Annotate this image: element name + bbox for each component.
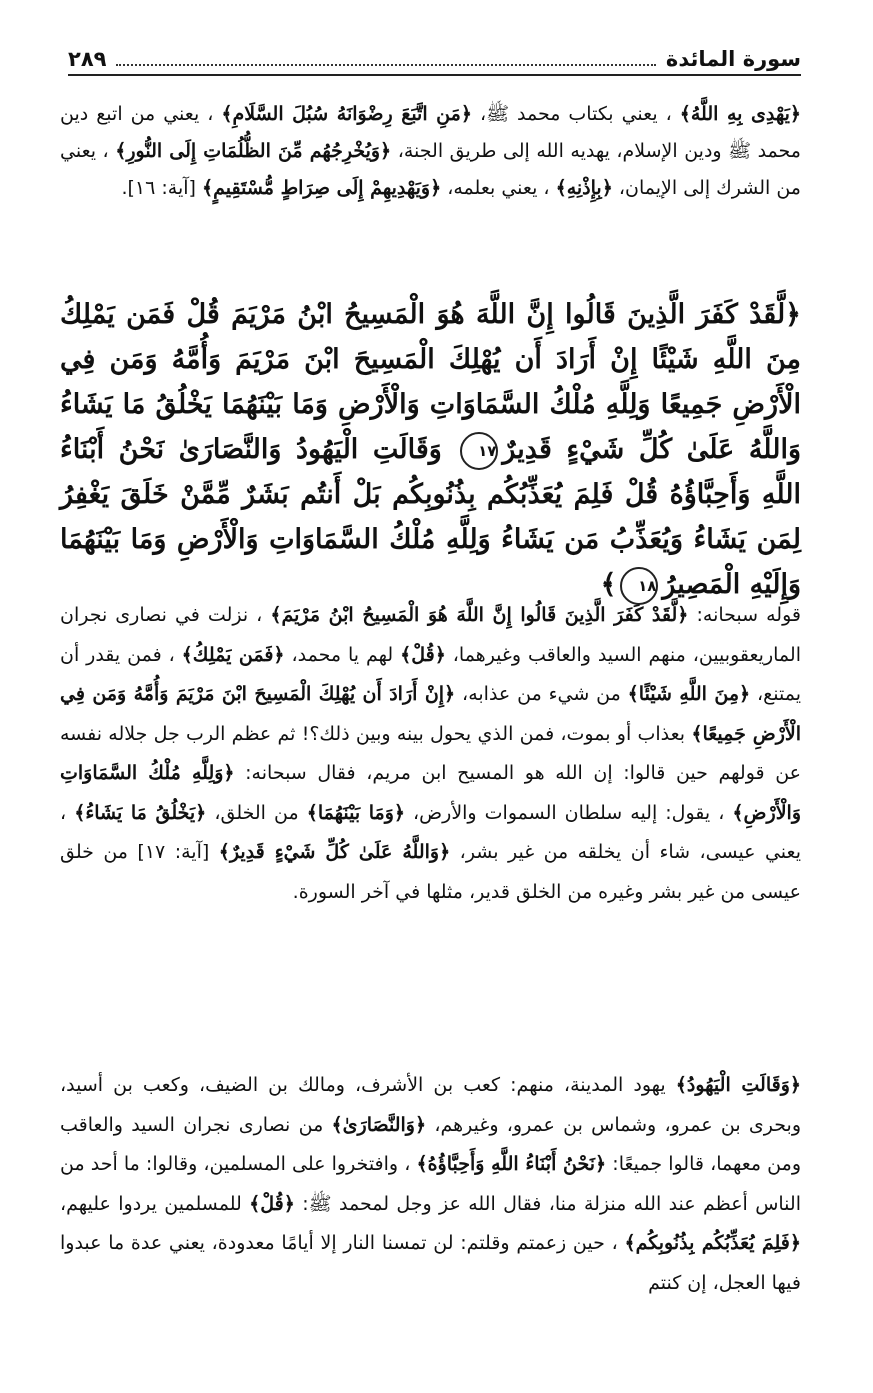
- quran-quote: ﴿وَالنَّصَارَىٰ﴾: [331, 1113, 427, 1136]
- text-segment: بعذاب أو بموت، فمن الذي يحول بينه وبين ذلك؟! ثم عظم الرب جل جلاله نفسه عن قولهم حين قالوا: إن الله هو المسيح ابن مريم، فقال سبحانه:: [60, 722, 801, 784]
- quran-quote: ﴿مِنَ اللَّهِ شَيْئًا﴾: [627, 683, 751, 705]
- quran-quote: ﴿يَهْدِى بِهِ اللَّهُ﴾: [679, 103, 802, 125]
- commentary-paragraph-1: [60, 96, 801, 207]
- text-segment: ، يقول: إليه سلطان السموات والأرض،: [405, 801, 733, 824]
- quran-quote: ﴿قُلْ﴾: [249, 1192, 295, 1215]
- surah-title: سورة المائدة: [665, 47, 801, 71]
- quran-quote: ﴿فَلِمَ يُعَذِّبُكُم بِذُنُوبِكُم﴾: [624, 1232, 802, 1254]
- quran-quote: ﴿لَّقَدْ كَفَرَ الَّذِينَ قَالُوا إِنَّ اللَّهَ هُوَ الْمَسِيحُ ابْنُ مَرْيَمَ﴾: [270, 604, 689, 626]
- text-segment: [آية: ١٧] من خلق عيسى من غير بشر وغيره من الخلق قدير، مثلها في آخر السورة.: [60, 841, 801, 903]
- quran-quote: ﴿يَخْلُقُ مَا يَشَاءُ﴾: [74, 801, 207, 824]
- paragraph-text: [60, 596, 801, 912]
- quran-quote: ﴿إِنْ أَرَادَ أَن يُهْلِكَ الْمَسِيحَ ابْنَ مَرْيَمَ وَأُمَّهُ وَمَن فِي الْأَرْضِ جَمِيعًا﴾: [60, 683, 801, 745]
- text-segment: لهم يا محمد،: [284, 643, 401, 666]
- text-segment: [آية: ١٦].: [121, 177, 202, 199]
- quran-quote: ﴿وَيَهْدِيهِمْ إِلَى صِرَاطٍ مُّسْتَقِيمٍ﴾: [201, 177, 442, 199]
- text-segment: للمسلمين يردوا عليهم،: [60, 1192, 250, 1215]
- commentary-paragraph-2: [60, 596, 801, 912]
- quran-quote: ﴿وَمَا بَيْنَهُمَا﴾: [306, 801, 405, 824]
- ayah-number-marker: ١٨: [620, 567, 658, 605]
- quran-quote: ﴿فَمَن يَمْلِكُ﴾: [181, 643, 285, 666]
- page-number: ٢٨٩: [68, 47, 107, 71]
- text-segment: ، فمن يقدر أن يمتنع،: [60, 643, 801, 705]
- text-segment: ، حين زعمتم وقلتم: لن تمسنا النار إلا أيامًا معدودة، يعني عدة ما عبدوا فيها العجل، إن كنتم: [60, 1232, 801, 1294]
- page-header: [68, 44, 801, 76]
- verses-text: [60, 292, 801, 607]
- text-segment: وَقَالَتِ الْيَهُودُ وَالنَّصَارَىٰ نَحْنُ أَبْنَاءُ اللَّهِ وَأَحِبَّاؤُهُ قُلْ فَلِمَ يُعَذِّبُكُم بِذُنُوبِكُم بَلْ أَنتُم بَشَرٌ مِّمَّنْ خَلَقَ يَغْفِرُ لِمَن يَشَاءُ وَيُعَذِّبُ مَن يَشَاءُ وَلِلَّهِ مُلْكُ السَّمَاوَاتِ وَالْأَرْضِ وَمَا بَيْنَهُمَا وَإِلَيْهِ الْمَصِيرُ: [60, 434, 801, 600]
- paragraph-text: [60, 96, 801, 207]
- text-segment: من نصارى نجران السيد والعاقب ومن معهما، قالوا جميعًا:: [60, 1113, 801, 1175]
- ayah-number-marker: ١٧: [460, 432, 498, 470]
- quran-quote: ﴿وَلِلَّهِ مُلْكُ السَّمَاوَاتِ وَالْأَرْضِ﴾: [60, 762, 801, 824]
- quran-quote: ﴿مَنِ اتَّبَعَ رِضْوَانَهُ سُبُلَ السَّلَامِ﴾: [221, 103, 472, 125]
- text-segment: ، يعني بكتاب محمد ﷺ،: [471, 103, 680, 125]
- text-segment: ، يعني من اتبع دين محمد ﷺ ودين الإسلام، يهديه الله إلى طريق الجنة،: [60, 103, 801, 162]
- quran-quote: ﴿بِإِذْنِهِ﴾: [555, 177, 613, 199]
- quran-quote: ﴿نَحْنُ أَبْنَاءُ اللَّهِ وَأَحِبَّاؤُهُ﴾: [416, 1153, 607, 1175]
- commentary-paragraph-3: [60, 1066, 801, 1303]
- text-segment: ﴿لَّقَدْ كَفَرَ الَّذِينَ قَالُوا إِنَّ اللَّهَ هُوَ الْمَسِيحُ ابْنُ مَرْيَمَ قُلْ فَمَن يَمْلِكُ مِنَ اللَّهِ شَيْئًا إِنْ أَرَادَ أَن يُهْلِكَ الْمَسِيحَ ابْنَ مَرْيَمَ وَأُمَّهُ وَمَن فِي الْأَرْضِ جَمِيعًا وَلِلَّهِ مُلْكُ السَّمَاوَاتِ وَالْأَرْضِ وَمَا بَيْنَهُمَا يَخْلُقُ مَا يَشَاءُ وَاللَّهُ عَلَىٰ كُلِّ شَيْءٍ قَدِيرٌ: [60, 299, 802, 465]
- text-segment: ، يعني عيسى، شاء أن يخلقه من غير بشر،: [60, 801, 801, 863]
- quran-verses-block: [60, 292, 801, 607]
- quran-quote: ﴿وَقَالَتِ الْيَهُودُ﴾: [675, 1074, 801, 1096]
- text-segment: قوله سبحانه:: [688, 604, 801, 626]
- text-segment: من الخلق،: [206, 801, 307, 824]
- text-segment: ﴾: [600, 569, 617, 600]
- quran-quote: ﴿قُلْ﴾: [400, 643, 446, 666]
- text-segment: من شيء من عذابه،: [455, 683, 628, 705]
- text-segment: ، وافتخروا على المسلمين، وقالوا: ما أحد من الناس أعظم عند الله منزلة منا، فقال الله عز وجل لمحمد ﷺ:: [60, 1153, 801, 1215]
- paragraph-text: [60, 1066, 801, 1303]
- text-segment: ، يعني من الشرك إلى الإيمان،: [60, 140, 801, 199]
- quran-quote: ﴿وَيُخْرِجُهُم مِّنَ الظُّلُمَاتِ إِلَى النُّورِ﴾: [115, 140, 392, 162]
- quran-quote: ﴿وَاللَّهُ عَلَىٰ كُلِّ شَيْءٍ قَدِيرٌ﴾: [218, 841, 451, 863]
- text-segment: ، يعني بعلمه،: [441, 177, 556, 199]
- header-dotted-leader: [116, 52, 655, 66]
- text-segment: يهود المدينة، منهم: كعب بن الأشرف، ومالك بن الضيف، وكعب بن أسيد، وبحرى بن عمرو، وشماس بن عمرو، وغيرهم،: [60, 1074, 801, 1136]
- text-segment: ، نزلت في نصارى نجران الماريعقوبيين، منهم السيد والعاقب وغيرهما،: [60, 604, 801, 666]
